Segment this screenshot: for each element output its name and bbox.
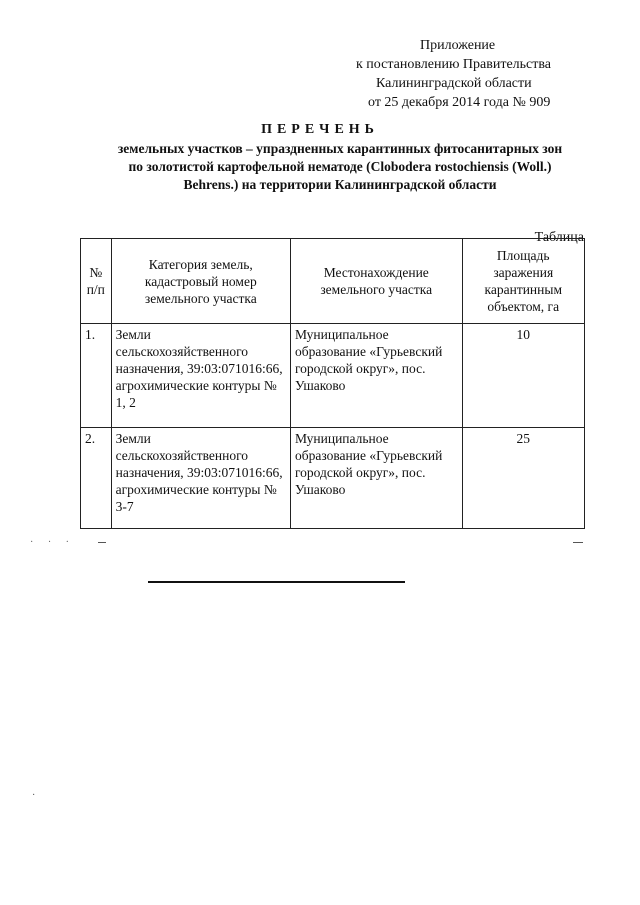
cell-location: Муниципальное образование «Гурьевский городской округ», пос. Ушаково: [290, 428, 462, 529]
scan-specks: · · ·: [30, 537, 75, 548]
table-header-row: [81, 239, 585, 324]
table-row: [81, 428, 585, 529]
document-title: ПЕРЕЧЕНЬ: [261, 122, 379, 137]
scan-dash-right: [573, 542, 583, 543]
subtitle-line-1: земельных участков – упраздненных карантинных фитосанитарных зон: [117, 141, 563, 156]
closing-line: [148, 581, 405, 583]
table-caption: Таблица: [534, 230, 584, 245]
header-num: № п/п: [81, 239, 112, 324]
header-area: Площадь заражения карантинным объектом, га: [462, 239, 584, 324]
cell-category: Земли сельскохозяйственного назначения, 39:03:071016:66, агрохимические контуры № 1, 2: [111, 324, 290, 428]
cell-num: 1.: [81, 324, 112, 428]
appendix-line-1: Приложение: [420, 38, 496, 53]
document-subtitle: [70, 140, 610, 194]
appendix-header: [330, 36, 620, 112]
appendix-line-2: к постановлению Правительства: [356, 57, 552, 72]
appendix-line-3: Калининградской области: [376, 76, 532, 91]
subtitle-line-3: Behrens.) на территории Калининградской области: [183, 177, 497, 192]
table-row: [81, 324, 585, 428]
scan-dash-left: [98, 542, 106, 543]
header-category: Категория земель, кадастровый номер земельного участка: [111, 239, 290, 324]
header-location: Местонахождение земельного участка: [290, 239, 462, 324]
land-plots-table: [80, 238, 585, 529]
cell-category: Земли сельскохозяйственного назначения, 39:03:071016:66, агрохимические контуры № 3-7: [111, 428, 290, 529]
appendix-line-4: от 25 декабря 2014 года № 909: [368, 95, 551, 110]
cell-area: 25: [462, 428, 584, 529]
subtitle-line-2: по золотистой картофельной нематоде (Clobodera rostochiensis (Woll.): [128, 159, 552, 174]
cell-num: 2.: [81, 428, 112, 529]
cell-location: Муниципальное образование «Гурьевский городской округ», пос. Ушаково: [290, 324, 462, 428]
scan-speck: ·: [32, 790, 36, 801]
cell-area: 10: [462, 324, 584, 428]
